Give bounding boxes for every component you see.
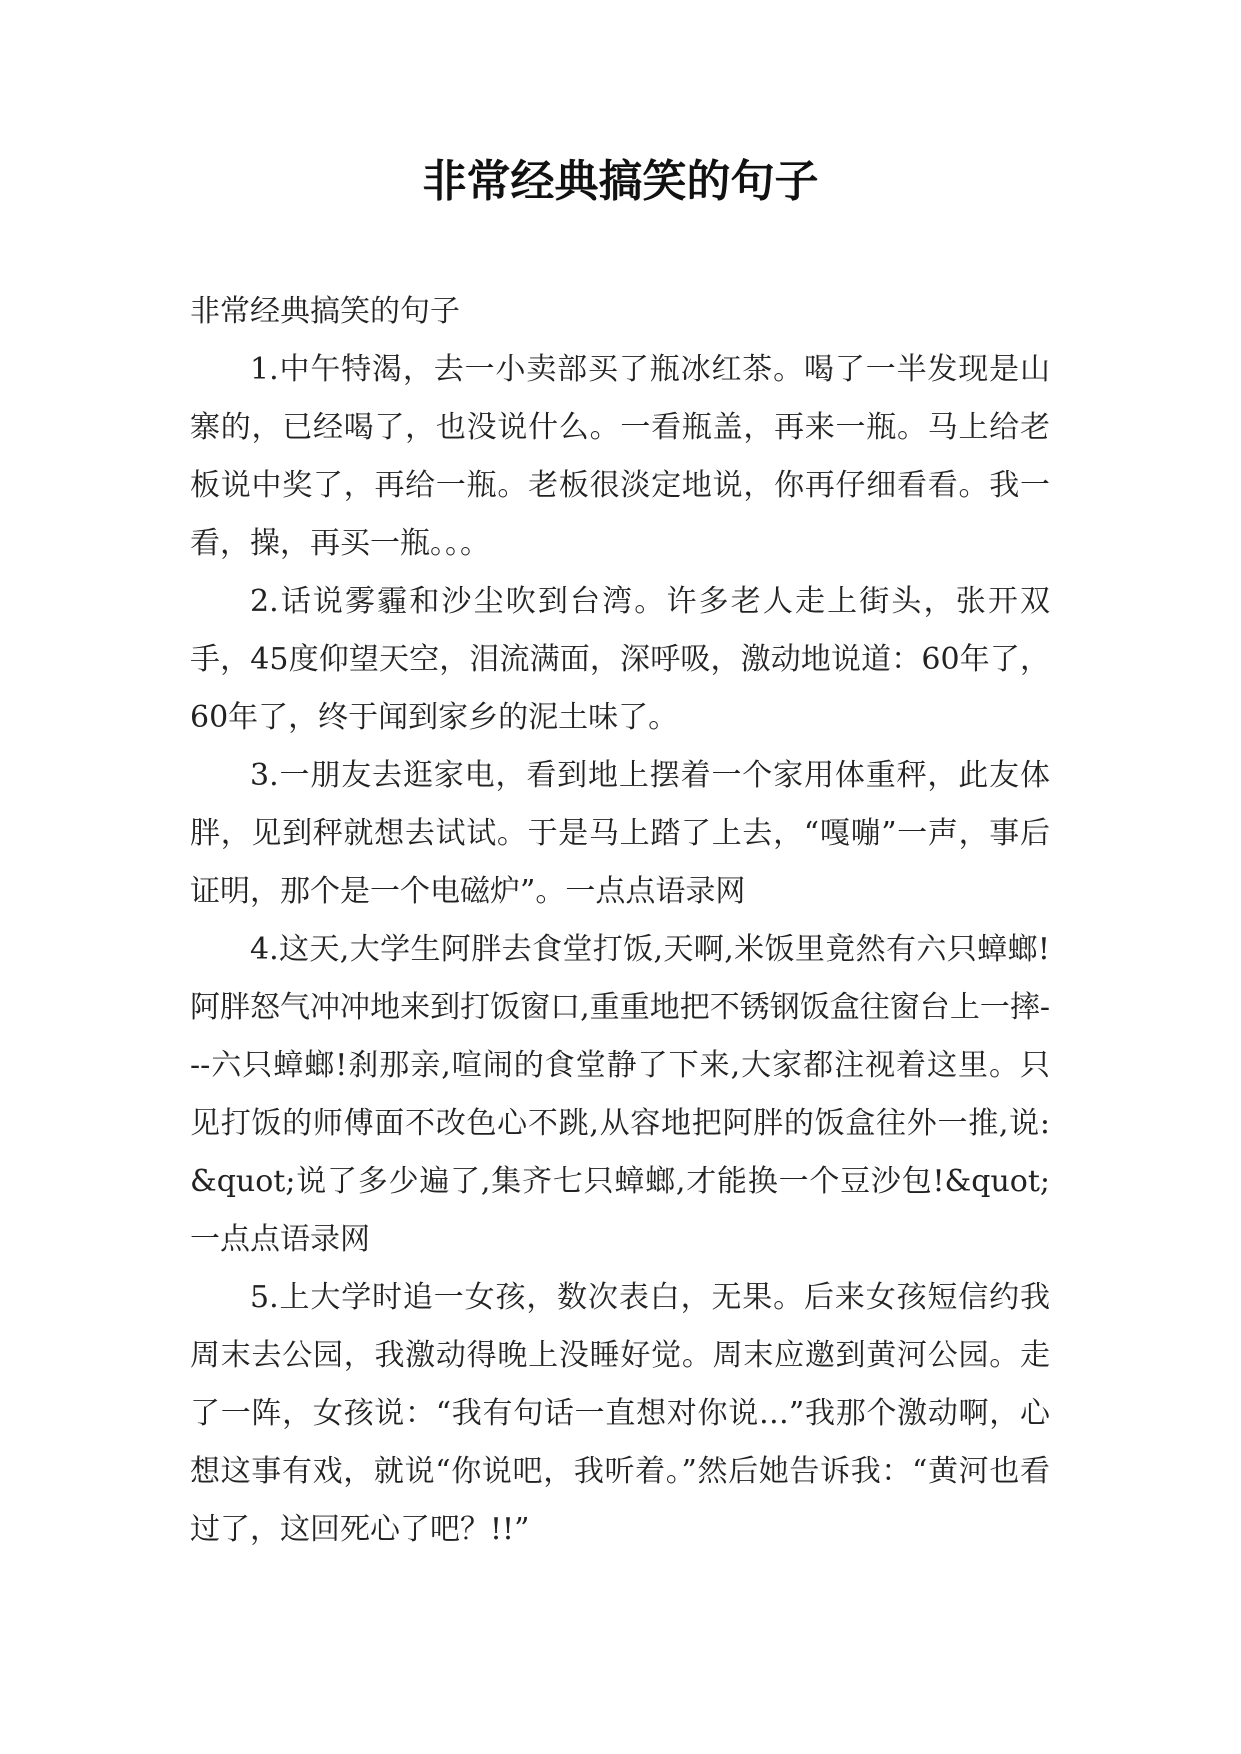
paragraph-1: 1.中午特渴，去一小卖部买了瓶冰红茶。喝了一半发现是山寨的，已经喝了，也没说什么。一看瓶盖，再来一瓶。马上给老板说中奖了，再给一瓶。老板很淡定地说，你再仔细看看。我一看，操，再买一瓶。。。 — [190, 352, 1050, 561]
paragraph-3: 3.一朋友去逛家电，看到地上摆着一个家用体重秤，此友体胖，见到秤就想去试试。于是马上踏了上去，“嘎嘣”一声，事后证明，那个是一个电磁炉”。一点点语录网 — [190, 758, 1050, 909]
document-subtitle: 非常经典搞笑的句子 — [190, 294, 460, 329]
paragraph-4: 4.这天,大学生阿胖去食堂打饭,天啊,米饭里竟然有六只蟑螂!阿胖怒气冲冲地来到打饭窗口,重重地把不锈钢饭盒往窗台上一摔---六只蟑螂!刹那亲,喧闹的食堂静了下来,大家都注视着这里。只见打饭的师傅面不改色心不跳,从容地把阿胖的饭盒往外一推,说:&quot;说了多少遍了,集齐七只蟑螂,才能换一个豆沙包!&quot;一点点语录网 — [190, 932, 1050, 1257]
document-title: 非常经典搞笑的句子 — [422, 156, 819, 207]
paragraph-5: 5.上大学时追一女孩，数次表白，无果。后来女孩短信约我周末去公园，我激动得晚上没睡好觉。周末应邀到黄河公园。走了一阵，女孩说：“我有句话一直想对你说…”我那个激动啊，心想这事有戏，就说“你说吧，我听着。”然后她告诉我：“黄河也看过了，这回死心了吧？!!” — [190, 1280, 1050, 1547]
paragraph-2: 2.话说雾霾和沙尘吹到台湾。许多老人走上街头，张开双手，45度仰望天空，泪流满面，深呼吸，激动地说道：60年了，60年了，终于闻到家乡的泥土味了。 — [190, 584, 1050, 735]
document-body — [190, 283, 1050, 1559]
